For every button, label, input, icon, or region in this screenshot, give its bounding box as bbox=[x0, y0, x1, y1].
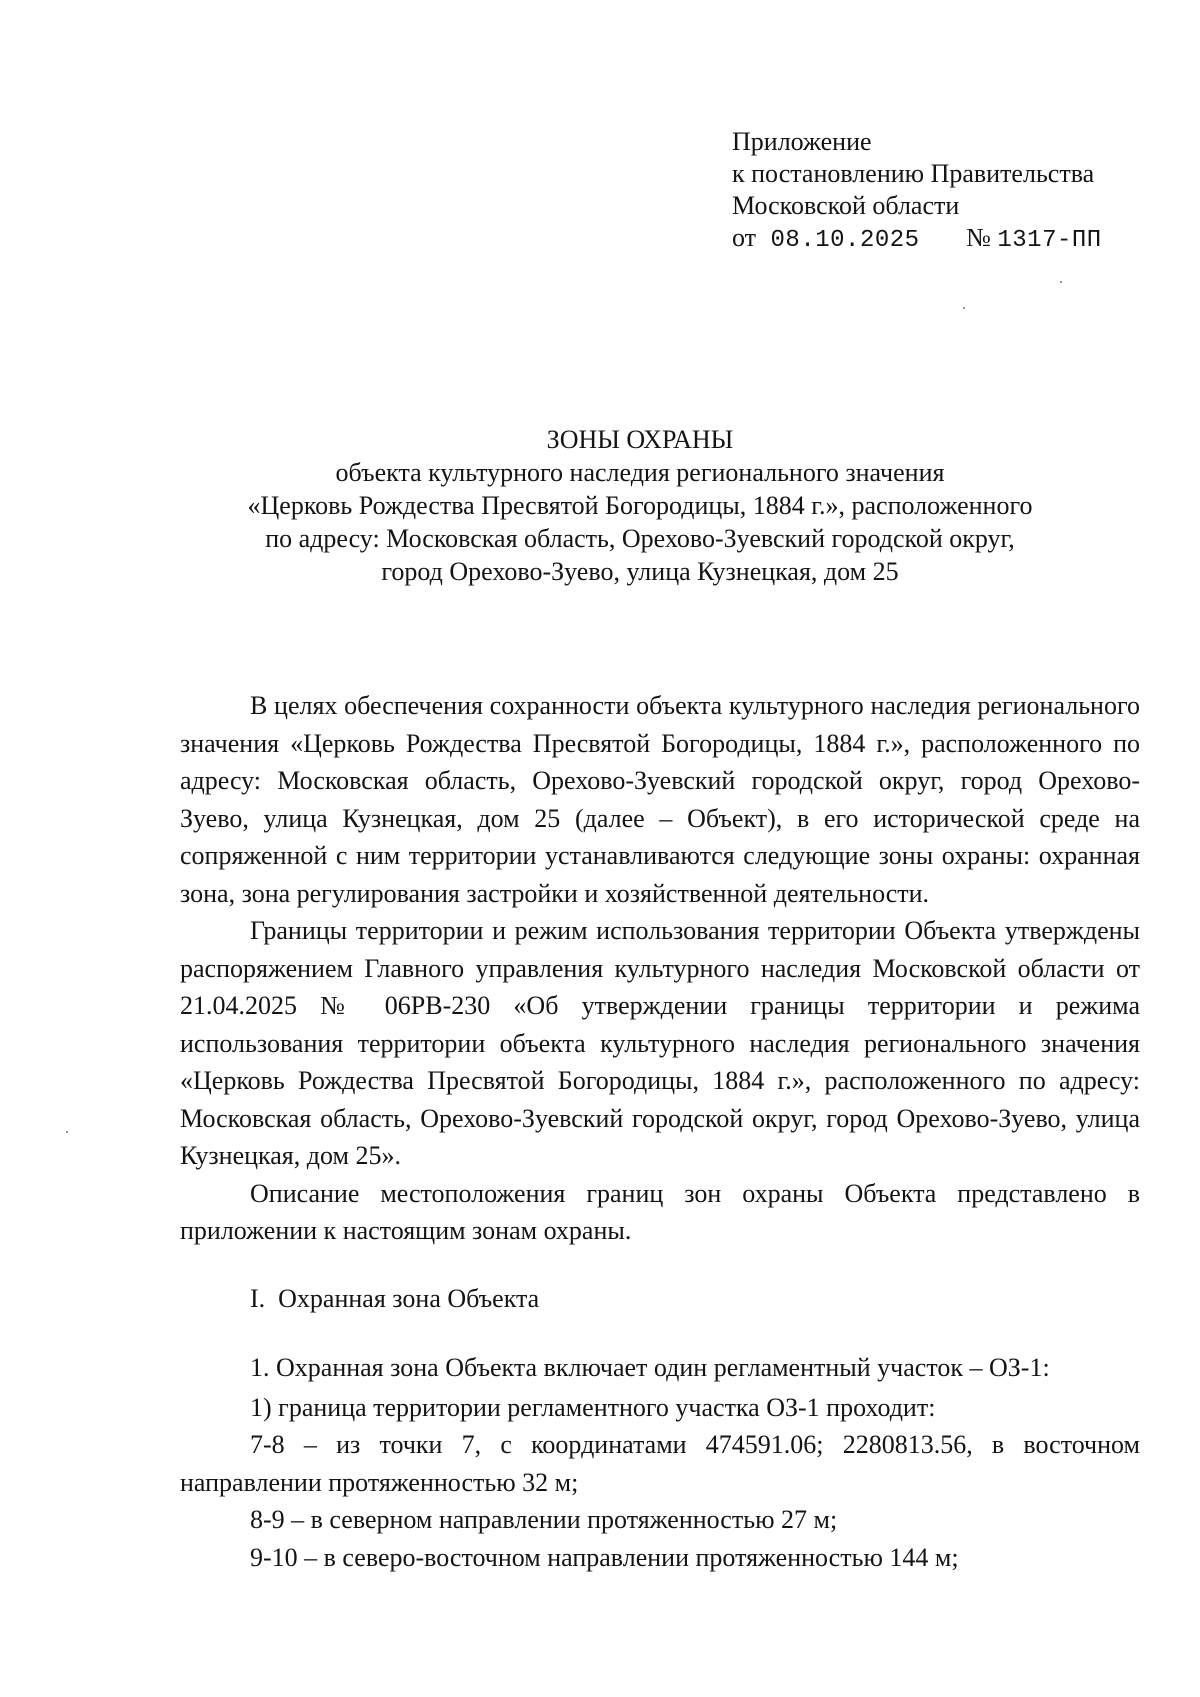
title-line-2: объекта культурного наследия регионального значения bbox=[335, 458, 945, 487]
appendix-region: Московской области bbox=[732, 191, 960, 220]
item-1: 1. Охранная зона Объекта включает один регламентный участок – ОЗ-1: bbox=[250, 1353, 1050, 1382]
segment-9-10: 9-10 – в северо-восточном направлении протяженностью 144 м; bbox=[250, 1542, 959, 1572]
appendix-label: Приложение bbox=[732, 127, 872, 156]
title-heading: ЗОНЫ ОХРАНЫ bbox=[546, 425, 734, 454]
item-1-subitem-1: 1) граница территории регламентного участка ОЗ-1 проходит: bbox=[250, 1392, 936, 1422]
segment-7-8: 7-8 – из точки 7, с координатами 474591.06; 2280813.56, в восточном направлении протяженностью 32 м; bbox=[180, 1430, 1140, 1497]
scan-speck bbox=[66, 1131, 68, 1133]
scan-speck bbox=[963, 307, 965, 309]
paragraph-purpose: В целях обеспечения сохранности объекта культурного наследия регионального значения «Церковь Рождества Пресвятой Богородицы, 1884 г.», расположенного по адресу: Московская область, Орехово-Зуевский городской округ, город Орехово-Зуево, улица Кузнецкая, дом 25 (далее – Объект), в его исторической среде на сопряженной с ним территории устанавливаются следующие зоны охраны: охранная зона, зона регулирования застройки и хозяйственной деятельности. bbox=[180, 691, 1140, 908]
paragraph-description: Описание местоположения границ зон охраны Объекта представлено в приложении к настоящим зонам охраны. bbox=[180, 1178, 1140, 1245]
scan-speck bbox=[1060, 281, 1062, 283]
title-line-4: по адресу: Московская область, Орехово-Зуевский городской округ, bbox=[265, 524, 1015, 553]
title-line-3: «Церковь Рождества Пресвятой Богородицы, 1884 г.», расположенного bbox=[247, 491, 1033, 520]
number-label: № bbox=[966, 223, 991, 252]
decree-number: 1317-ПП bbox=[997, 227, 1102, 254]
from-label: от bbox=[732, 223, 757, 252]
document-body bbox=[180, 687, 1140, 1576]
appendix-header bbox=[732, 126, 1102, 257]
paragraph-boundaries: Границы территории и режим использования территории Объекта утверждены распоряжением Главного управления культурного наследия Московской области от 21.04.2025 № 06РВ-230 «Об утверждении границы территории и режима использования территории объекта культурного наследия регионального значения «Церковь Рождества Пресвятой Богородицы, 1884 г.», расположенного по адресу: Московская область, Орехово-Зуевский городской округ, город Орехово-Зуево, улица Кузнецкая, дом 25». bbox=[180, 916, 1140, 1170]
appendix-reference: к постановлению Правительства bbox=[732, 159, 1095, 188]
appendix-date-number bbox=[732, 222, 1102, 257]
section-heading: I. Охранная зона Объекта bbox=[250, 1283, 540, 1313]
segment-8-9: 8-9 – в северном направлении протяженностью 27 м; bbox=[250, 1505, 838, 1534]
document-title bbox=[180, 423, 1100, 588]
title-line-5: город Орехово-Зуево, улица Кузнецкая, дом 25 bbox=[381, 557, 899, 586]
decree-date: 08.10.2025 bbox=[770, 227, 920, 254]
